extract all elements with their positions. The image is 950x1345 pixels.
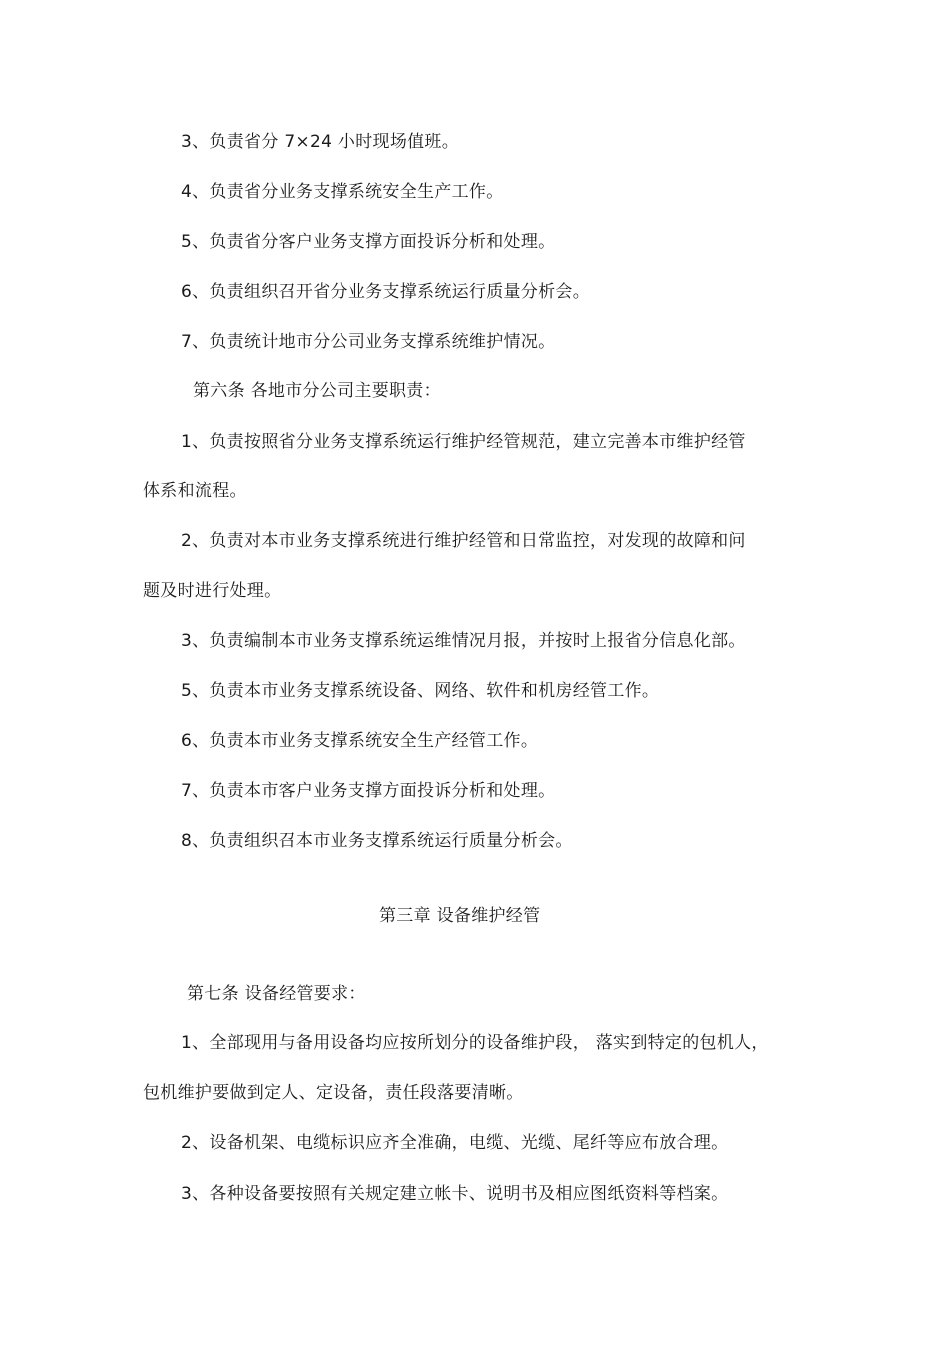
equipment-req-1-cont: 包机维护要做到定人、定设备，责任段落要清晰。 (143, 1083, 524, 1103)
chapter-3-title: 第三章 设备维护经管 (379, 906, 541, 926)
city-duty-5: 5、负责本市业务支撑系统设备、网络、软件和机房经管工作。 (181, 681, 660, 701)
equipment-req-1: 1、全部现用与备用设备均应按所划分的设备维护段， 落实到特定的包机人， (181, 1033, 769, 1053)
city-duty-1-cont: 体系和流程。 (143, 481, 247, 501)
city-duty-2: 2、负责对本市业务支撑系统进行维护经管和日常监控，对发现的故障和问 (181, 531, 746, 551)
duty-item-6: 6、负责组织召开省分业务支撑系统运行质量分析会。 (181, 282, 591, 302)
city-duty-6: 6、负责本市业务支撑系统安全生产经管工作。 (181, 731, 539, 751)
city-duty-2-cont: 题及时进行处理。 (143, 581, 282, 601)
city-duty-1: 1、负责按照省分业务支撑系统运行维护经管规范，建立完善本市维护经管 (181, 432, 746, 452)
duty-item-5: 5、负责省分客户业务支撑方面投诉分析和处理。 (181, 232, 556, 252)
city-duty-7: 7、负责本市客户业务支撑方面投诉分析和处理。 (181, 781, 556, 801)
duty-item-7: 7、负责统计地市分公司业务支撑系统维护情况。 (181, 332, 556, 352)
duty-item-4: 4、负责省分业务支撑系统安全生产工作。 (181, 182, 504, 202)
equipment-req-2: 2、设备机架、电缆标识应齐全准确，电缆、光缆、尾纤等应布放合理。 (181, 1133, 729, 1153)
duty-item-3: 3、负责省分 7×24 小时现场值班。 (181, 132, 460, 152)
city-duty-3: 3、负责编制本市业务支撑系统运维情况月报，并按时上报省分信息化部。 (181, 631, 746, 651)
article-7-heading: 第七条 设备经管要求： (187, 984, 366, 1004)
article-6-heading: 第六条 各地市分公司主要职责： (193, 381, 441, 401)
city-duty-8: 8、负责组织召本市业务支撑系统运行质量分析会。 (181, 831, 573, 851)
equipment-req-3: 3、各种设备要按照有关规定建立帐卡、说明书及相应图纸资料等档案。 (181, 1184, 729, 1204)
